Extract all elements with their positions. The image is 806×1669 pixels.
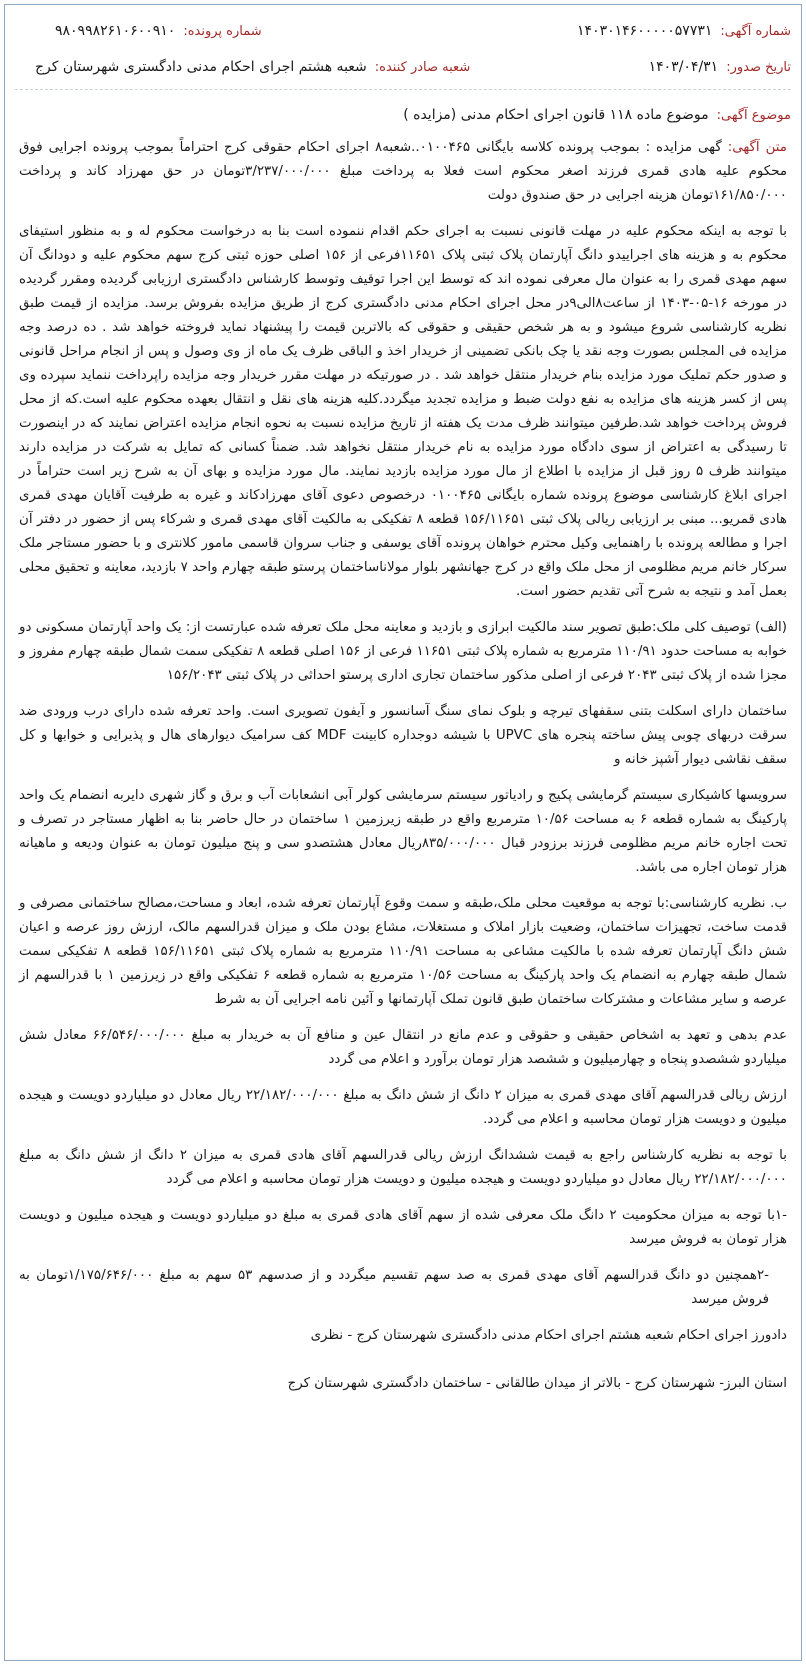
ad-number-value: ۱۴۰۳۰۱۴۶۰۰۰۰۰۵۷۷۳۱ [577, 23, 713, 39]
paragraph-hadi-share: با توجه به نظریه کارشناس راجع به قیمت ششدانگ ارزش ریالی قدرالسهم آقای هادی قمری به میزان ۲ دانگ از شش دانگ به مبلغ ۲۲/۱۸۲/۰۰۰/۰۰۰ ریال معادل دو میلیاردو دویست و هیجده میلیون و دویست هزار تومان محاسبه و اعلام می گردد [19, 1148, 787, 1187]
subject-field [5, 94, 801, 130]
case-number-field [55, 23, 262, 39]
notice-page [4, 4, 802, 1661]
paragraph-building-features: ساختمان دارای اسکلت بتنی سقفهای تیرچه و بلوک نمای سنگ آسانسور و آیفون تصویری است. واحد تعرفه شده دارای درب ورودی ضد سرقت دربهای چوبی پیش ساخته پنجره های UPVC با شیشه دوجداره کابینت MDF کف سرامیک دیوارهای هال و پذیرایی و خوابها و کل سقف نقاشی دیوار آشپز خانه و [19, 704, 787, 767]
notice-header [5, 5, 801, 85]
case-number-label: شماره پرونده: [183, 23, 262, 39]
case-number-value: ۹۸۰۹۹۸۲۶۱۰۶۰۰۹۱۰ [55, 23, 176, 39]
issue-date-label: تاریخ صدور: [726, 59, 791, 75]
paragraph-mahdi-share: ارزش ریالی قدرالسهم آقای مهدی قمری به میزان ۲ دانگ از شش دانگ به مبلغ ۲۲/۱۸۲/۰۰۰/۰۰۰ ریال معادل دو میلیاردو دویست و هیجده میلیون و دویست هزار تومان محاسبه و اعلام می گردد. [19, 1088, 787, 1127]
signature-line: دادورز اجرای احکام شعبه هشتم اجرای احکام مدنی دادگستری شهرستان کرج - نظری [310, 1328, 787, 1343]
address-line: استان البرز- شهرستان کرج - بالاتر از میدان طالقانی - ساختمان دادگستری شهرستان کرج [287, 1376, 787, 1391]
paragraph-intro-text: گهی مزایده : بموجب پرونده کلاسه بایگانی ۰۱۰۰۴۶۵..شعبه۸ اجرای احکام حقوقی کرج احتراماً بموجب پرونده اجرایی فوق محکوم علیه هادی قمری فرزند اصغر محکوم است فعلا به پرداخت مبلغ ۳/۲۳۷/۰۰۰/۰۰۰تومان در حق مهرزاد کاند و پرداخت ۱۶۱/۸۵۰/۰۰۰تومان هزینه اجرایی در حق صندوق دولت [19, 140, 788, 203]
text-label: متن آگهی: [727, 140, 787, 155]
paragraph-auction-terms: با توجه به اینکه محکوم علیه در مهلت قانونی نسبت به اجرای حکم اقدام ننموده است بنا به درخواست محکوم له و به منظور استیفای محکوم به و هزینه های اجراییدو دانگ آپارتمان پلاک ثبتی پلاک ۱۱۶۵۱فرعی از ۱۵۶ اصلی حوزه ثبتی کرج سهم محکوم علیه و دودانگ آن سهم مهدی قمری را به عنوان مال معرفی نموده اند که توسط این اجرا توقیف وتوسط کارشناس دادگستری ارزیابی گردیده ومقرر گردیده در مورخه ۱۶-۰۵-۱۴۰۳ از ساعت۸الی۹در محل اجرای احکام مدنی دادگستری کرج از طریق مزایده بفروش برسد. مزایده از قیمت طبق نظریه کارشناسی شروع میشود و به هر شخص حقیقی و حقوقی که بالاترین قیمت را پیشنهاد نماید فروخته خواهد شد . ده درصد وجه مزایده فی المجلس بصورت وجه نقد یا چک بانکی تضمینی از خریدار اخذ و الباقی ظرف یک ماه از وی وصول و پس از انجام مراحل قانونی و صدور حکم تملیک مورد مزایده بنام خریدار منتقل خواهد شد . در صورتیکه در مهلت مقرر خریدار وجه مزایده راپرداخت ننماید سپرده وی پس از کسر هزینه های مزایده به نفع دولت ضبط و مزایده تجدید میگردد.کلیه هزینه های نقل و انتقال بعهده محکوم علیه است.که از محل فروش پرداخت خواهد شد.طرفین میتوانند ظرف مدت یک هفته از تاریخ مزایده نسبت به نحوه انجام مزایده اعتراض نمایند که در اینصورت تا رسیدگی به اعتراض از سوی دادگاه مورد مزایده به نام خریدار منتقل نخواهد شد. ضمناً کسانی که تمایل به شرکت در مزایده دارند میتوانند ظرف ۵ روز قبل از مزایده با اطلاع از مال مورد مزایده بازدید نمایند. مال مورد مزایده و بهای آن به شرح زیر است حتراماً در اجرای ابلاغ کارشناسی موضوع پرونده شماره بایگانی ۰۱۰۰۴۶۵ درخصوص دعوی آقای مهرزادکاند و غیره به طرفیت آقایان مهدی قمری هادی قمریو... مبنی بر ارزیابی ریالی پلاک ثبتی ۱۵۶/۱۱۶۵۱ قطعه ۸ تفکیکی به مالکیت آقای مهدی قمری و شرکاء پس از حضور در دفتر آن اجرا و مطالعه پرونده با راهنمایی وکیل محترم خواهان پرونده آقای یوسفی و جناب سروان قاسمی مامور کلانتری و با حضور مستاجر ملک سرکار خانم مریم مظلومی از محل ملک واقع در کرج جهانشهر بلوار مولاناساختمان پرستو طبقه چهارم واحد ۷ بازدید، معاینه و تحقیق محلی بعمل آمد و نتیجه به شرح آتی تقدیم حضور است. [19, 224, 788, 599]
notice-body [5, 130, 801, 1396]
ad-number-field [577, 23, 791, 39]
paragraph-intro [19, 136, 787, 208]
issuer-field [35, 59, 470, 75]
paragraph-expert-opinion: ب. نظریه کارشناسی:با توجه به موقعیت محلی ملک،طبقه و سمت وقوع آپارتمان تعرفه شده، ابعاد و مساحت،مصالح ساختمانی مصرفی و قدمت ساخت، تجهیزات ساختمان، وضعیت بازار املاک و مستغلات، مشاع بودن ملک و میزان قدرالسهم مالک، ارزش روز عرصه و اعیان شش دانگ آپارتمان تعرفه شده با مالکیت مشاعی به مساحت ۱۱۰/۹۱ مترمربع به شماره پلاک ثبتی ۱۵۶/۱۱۶۵۱ قطعه ۸ تفکیکی سمت شمال طبقه چهارم به انضمام یک واحد پارکینگ به مساحت ۱۰/۵۶ مترمربع به شماره قطعه ۶ تفکیکی واقع در زیرزمین ۱ با قدرالسهم از عرصه و سایر مشاعات و مشترکات ساختمان طبق قانون تملک آپارتمانها و آئین نامه اجرایی آن به شرط [19, 896, 787, 1007]
header-row-1 [15, 13, 791, 49]
divider [15, 89, 791, 90]
issuer-label: شعبه صادر کننده: [374, 59, 471, 75]
paragraph-total-value: عدم بدهی و تعهد به اشخاص حقیقی و حقوقی و عدم مانع در انتقال عین و منافع آن به خریدار به مبلغ ۶۶/۵۴۶/۰۰۰/۰۰۰ معادل شش میلیاردو ششصدو پنجاه و چهارمیلیون و ششصد هزار تومان برآورد و اعلام می گردد [19, 1028, 787, 1067]
subject-value: موضوع ماده ۱۱۸ قانون اجرای احکام مدنی (مزایده ) [403, 107, 709, 123]
issuer-value: شعبه هشتم اجرای احکام مدنی دادگستری شهرستان کرج [35, 59, 367, 75]
paragraph-property-description: (الف) توصیف کلی ملک:طبق تصویر سند مالکیت ابرازی و بازدید و معاینه محل ملک تعرفه شده عبارتست از: یک واحد آپارتمان مسکونی دو خوابه به مساحت حدود ۱۱۰/۹۱ مترمربع به شماره پلاک ثبتی ۱۱۶۵۱ فرعی از ۱۵۶ اصلی قطعه ۸ تفکیکی سمت شمال طبقه چهارم مفروز و مجزا شده از پلاک ثبتی ۲۰۴۳ فرعی از اصلی مذکور ساختمان تجاری اداری پرستو احداثی در پلاک ثبتی ۱۵۶/۲۰۴۳ [19, 620, 787, 683]
header-row-2 [15, 49, 791, 85]
paragraph-item-2: -۲همچنین دو دانگ قدرالسهم آقای مهدی قمری به صد سهم تقسیم میگردد و از صدسهم ۵۳ سهم به مبلغ ۱/۱۷۵/۶۴۶/۰۰۰تومان به فروش میرسد [19, 1268, 769, 1307]
issue-date-value: ۱۴۰۳/۰۴/۳۱ [648, 59, 719, 75]
paragraph-utilities-tenant: سرویسها کاشیکاری سیستم گرمایشی پکیج و رادیاتور سیستم سرمایشی کولر آبی انشعابات آب و برق و گاز شهری دایربه انضمام یک واحد پارکینگ به شماره قطعه ۶ به مساحت ۱۰/۵۶ مترمربع واقع در طبقه زیرزمین ۱ ساختمان در حال حاضر بنا به اظهار مستاجر در تصرف و تحت اجاره خانم مریم مظلومی فرزند برزودر قبال ۸۳۵/۰۰۰/۰۰۰ریال معادل هشتصدو سی و پنج میلیون تومان به عنوان ودیعه و ماهیانه هزار تومان اجاره می باشد. [19, 788, 787, 875]
paragraph-item-1: -۱با توجه به میزان محکومیت ۲ دانگ ملک معرفی شده از سهم آقای هادی قمری به مبلغ دو میلیاردو دویست و هیجده میلیون و دویست هزار تومان به فروش میرسد [19, 1208, 787, 1247]
subject-label: موضوع آگهی: [716, 107, 791, 123]
ad-number-label: شماره آگهی: [720, 23, 791, 39]
issue-date-field [649, 59, 791, 75]
